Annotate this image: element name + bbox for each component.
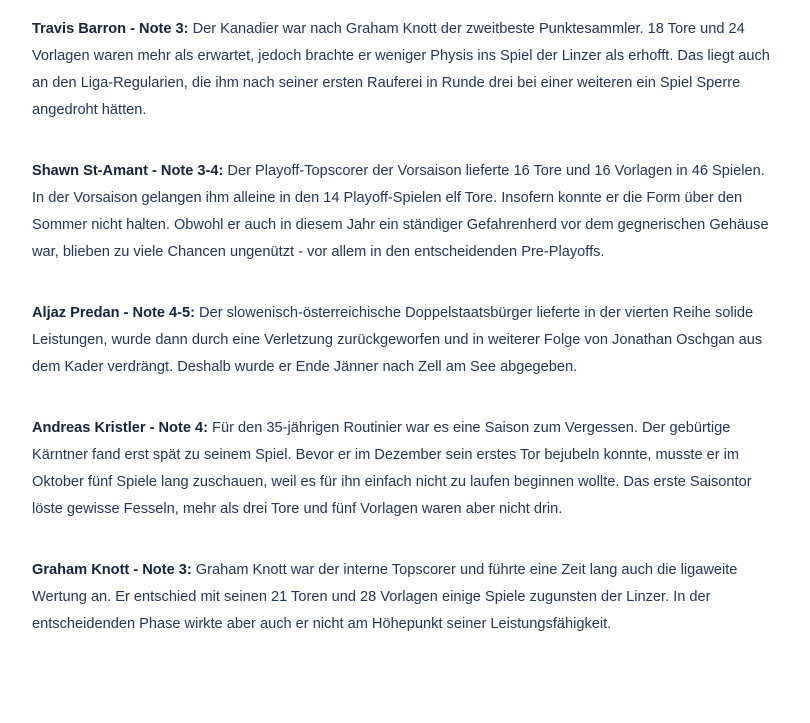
player-review-entry [32, 415, 774, 523]
player-review-text: Der slowenisch-österreichische Doppelstaatsbürger lieferte in der vierten Reihe solide Leistungen, wurde dann durch eine Verletzung zurückgeworfen und in weiterer Folge von Jonathan Oschgan aus dem Kader verdrängt. Deshalb wurde er Ende Jänner nach Zell am See abgegeben. [32, 304, 763, 375]
player-review-entry [32, 557, 774, 638]
player-name-and-grade: Andreas Kristler - Note 4: [32, 419, 208, 436]
player-name-and-grade: Aljaz Predan - Note 4-5: [32, 304, 195, 321]
player-review-entry [32, 158, 774, 266]
player-review-text: Der Kanadier war nach Graham Knott der zweitbeste Punktesammler. 18 Tore und 24 Vorlagen waren mehr als erwartet, jedoch brachte er weniger Physis ins Spiel der Linzer als erhofft. Das liegt auch an den Liga-Regularien, die ihm nach seiner ersten Rauferei in Runde drei bei einer weiteren ein Spiel Sperre angedroht hätten. [32, 21, 770, 118]
player-review-text: Für den 35-jährigen Routinier war es eine Saison zum Vergessen. Der gebürtige Kärntner fand erst spät zu seinem Spiel. Bevor er im Dezember sein erstes Tor bejubeln konnte, musste er im Oktober fünf Spiele lang zuschauen, weil es für ihn einfach nicht zu laufen beginnen wollte. Das erste Saisontor löste gewisse Fesseln, mehr als drei Tore und fünf Vorlagen waren aber nicht drin. [32, 419, 752, 517]
player-review-text: Graham Knott war der interne Topscorer und führte eine Zeit lang auch die ligaweite Wertung an. Er entschied mit seinen 21 Toren und 28 Vorlagen einige Spiele zugunsten der Linzer. In der entscheidenden Phase wirkte aber auch er nicht am Höhepunkt seiner Leistungsfähigkeit. [32, 561, 738, 632]
player-review-text: Der Playoff-Topscorer der Vorsaison lieferte 16 Tore und 16 Vorlagen in 46 Spielen. In der Vorsaison gelangen ihm alleine in den 14 Playoff-Spielen elf Tore. Insofern konnte er die Form über den Sommer nicht halten. Obwohl er auch in diesem Jahr ein ständiger Gefahrenherd vor dem gegnerischen Gehäuse war, blieben zu viele Chancen ungenützt - vor allem in den entscheidenden Pre-Playoffs. [32, 162, 769, 260]
player-name-and-grade: Travis Barron - Note 3: [32, 21, 189, 37]
player-review-entry [32, 300, 774, 381]
player-name-and-grade: Shawn St-Amant - Note 3-4: [32, 162, 224, 179]
player-name-and-grade: Graham Knott - Note 3: [32, 561, 192, 578]
player-review-entry [32, 16, 774, 124]
